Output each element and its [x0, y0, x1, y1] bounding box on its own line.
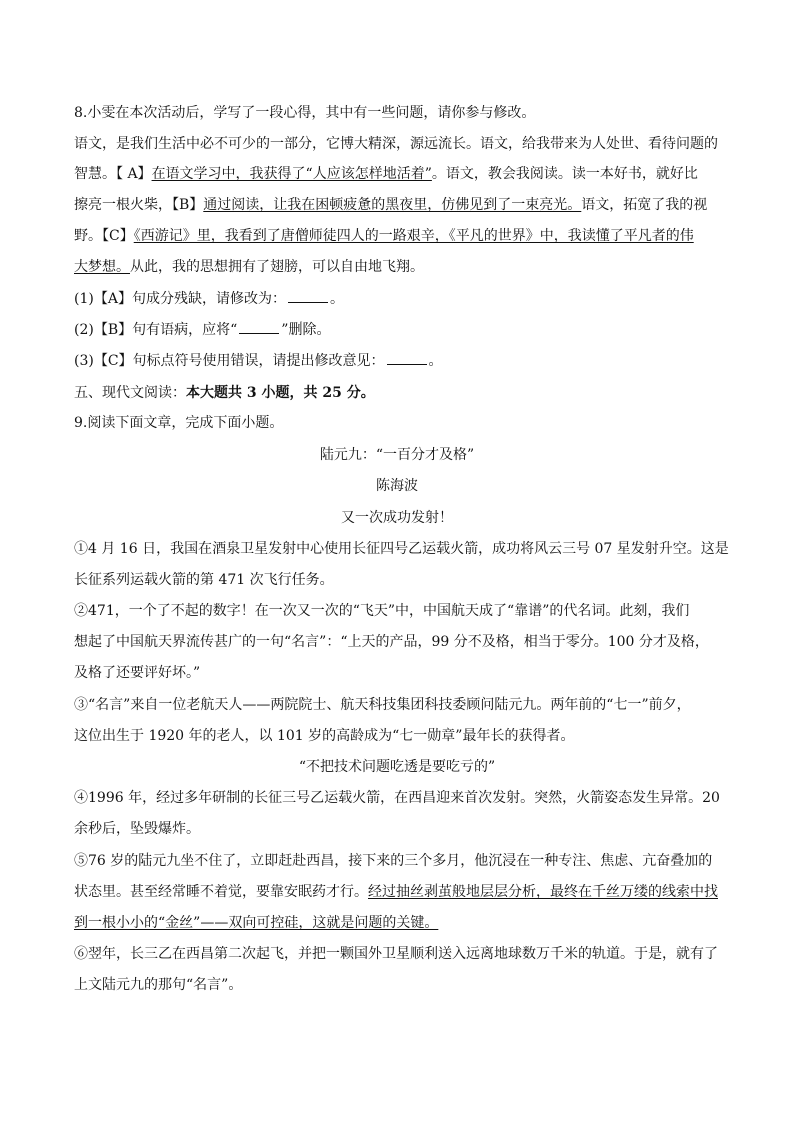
q8-passage-line-2: 智慧。【 A】在语文学习中，我获得了“人应该怎样地活着”。语文，教会我阅读。读一本好书，就好比 — [74, 166, 698, 182]
sentence-b: 通过阅读，让我在困顿疲惫的黑夜里，仿佛见到了一束亮光。 — [203, 197, 582, 213]
answer-blank-1[interactable] — [288, 290, 328, 303]
article-para-2-line-2: 想起了中国航天界流传甚广的一句“名言”：“上天的产品，99 分不及格，相当于零分。100 分才及格， — [74, 634, 709, 650]
article-para-3-line-1: ③“名言”来自一位老航天人——两院院士、航天科技集团科技委顾问陆元九。两年前的“七一”前夕， — [74, 697, 691, 713]
underlined-sentence-end: 到一根小小的“金丝”——双向可控硅，这就是问题的关键。 — [74, 915, 439, 931]
article-para-6-line-2: 上文陆元九的那句“名言”。 — [74, 977, 243, 993]
article-para-2-line-3: 及格了还要评好坏。” — [74, 665, 201, 681]
underlined-sentence: 经过抽丝剥茧般地层层分析，最终在千丝万缕的线索中找 — [368, 884, 718, 900]
q8-passage-line-3: 擦亮一根火柴，【B】通过阅读，让我在困顿疲惫的黑夜里，仿佛见到了一束亮光。语文，拓宽了我的视 — [74, 197, 708, 213]
article-para-2-line-1: ②471，一个了不起的数字！在一次又一次的“飞天”中，中国航天成了“靠谱”的代名词。此刻，我们 — [74, 603, 690, 619]
answer-blank-2[interactable] — [239, 321, 279, 334]
article-title: 陆元九：“一百分才及格” — [319, 447, 475, 463]
article-subtitle-1: 又一次成功发射！ — [341, 510, 453, 526]
q9-intro: 9.阅读下面文章，完成下面小题。 — [74, 415, 284, 431]
q8-sub-question-1: (1)【A】句成分残缺，请修改为： 。 — [74, 291, 344, 307]
q8-passage-line-5: 大梦想。从此，我的思想拥有了翅膀，可以自由地飞翔。 — [74, 259, 424, 275]
article-author: 陈海波 — [376, 478, 418, 494]
article-para-5-line-2: 状态里。甚至经常睡不着觉，要靠安眠药才行。经过抽丝剥茧般地层层分析，最终在千丝万缕的线索中找 — [74, 884, 718, 900]
section-5-heading: 五、现代文阅读：本大题共 3 小题，共 25 分。 — [74, 385, 375, 401]
article-para-3-line-2: 这位出生于 1920 年的老人，以 101 岁的高龄成为“七一勋章”最年长的获得者。 — [74, 728, 575, 744]
q8-sub-question-3: (3)【C】句标点符号使用错误，请提出修改意见： 。 — [74, 353, 443, 369]
sentence-c: 《西游记》里，我看到了唐僧师徒四人的一路艰辛，《平凡的世界》中，我读懂了平凡者的伟 — [133, 228, 694, 244]
sentence-c-end: 大梦想。 — [74, 259, 130, 275]
sentence-a: 在语文学习中，我获得了“人应该怎样地活着” — [151, 166, 432, 182]
q8-passage-line-4: 野。【C】《西游记》里，我看到了唐僧师徒四人的一路艰辛，《平凡的世界》中，我读懂了平凡者的伟 — [74, 228, 694, 244]
article-para-1-line-1: ①4 月 16 日，我国在酒泉卫星发射中心使用长征四号乙运载火箭，成功将风云三号 07 星发射升空。这是 — [74, 541, 729, 557]
answer-blank-3[interactable] — [387, 352, 427, 365]
article-para-5-line-3 — [74, 914, 722, 932]
q8-passage-line-1: 语文，是我们生活中必不可少的一部分，它博大精深，源远流长。语文，给我带来为人处世、看待问题的 — [74, 136, 718, 152]
article-subtitle-2: “不把技术问题吃透是要吃亏的” — [298, 759, 496, 775]
q8-intro: 8.小雯在本次活动后，学写了一段心得，其中有一些问题，请你参与修改。 — [74, 105, 536, 121]
article-para-6-line-1: ⑥翌年，长三乙在西昌第二次起飞，并把一颗国外卫星顺利送入远离地球数万千米的轨道。于是，就有了 — [74, 946, 718, 962]
article-para-1-line-2: 长征系列运载火箭的第 471 次飞行任务。 — [74, 572, 334, 588]
q8-sub-question-2: (2)【B】句有语病，应将“ ”删除。 — [74, 322, 331, 338]
article-para-4-line-1: ④1996 年，经过多年研制的长征三号乙运载火箭，在西昌迎来首次发射。突然，火箭姿态发生异常。20 — [74, 790, 720, 806]
article-para-4-line-2: 余秒后，坠毁爆炸。 — [74, 821, 200, 837]
article-para-5-line-1: ⑤76 岁的陆元九坐不住了，立即赶赴西昌，接下来的三个多月，他沉浸在一种专注、焦虑、亢奋叠加的 — [74, 853, 713, 869]
